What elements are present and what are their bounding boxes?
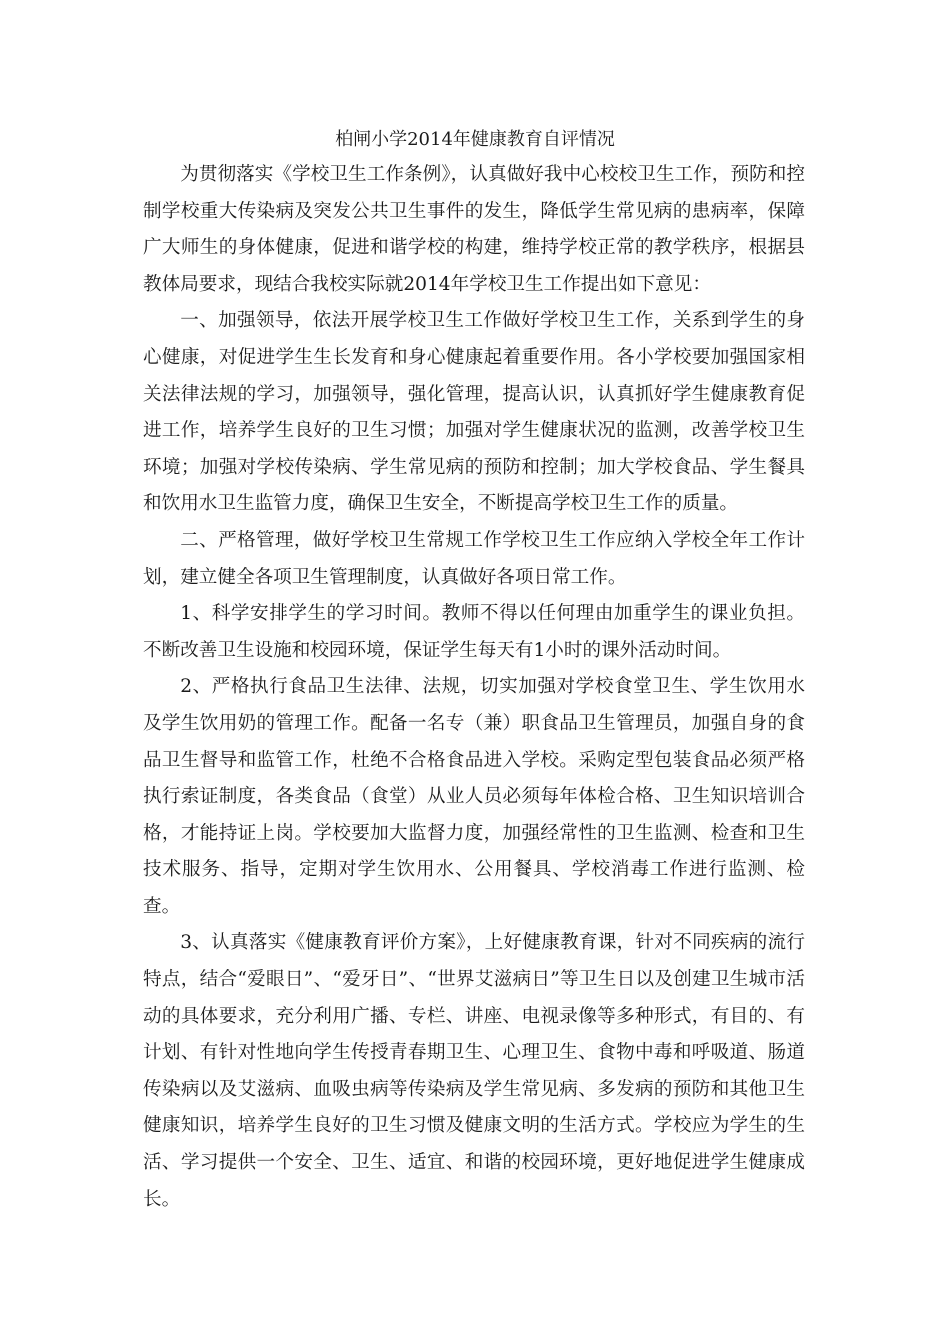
section-2-paragraph: 二、严格管理，做好学校卫生常规工作学校卫生工作应纳入学校全年工作计划，建立健全各项卫生管理制度，认真做好各项日常工作。 [143, 529, 805, 588]
document-title: 柏闸小学2014年健康教育自评情况 [335, 129, 615, 150]
item-2-paragraph: 2、严格执行食品卫生法律、法规，切实加强对学校食堂卫生、学生饮用水及学生饮用奶的管理工作。配备一名专（兼）职食品卫生管理员，加强自身的食品卫生督导和监管工作，杜绝不合格食品进入学校。采购定型包装食品必须严格执行索证制度，各类食品（食堂）从业人员必须每年体检合格、卫生知识培训合格，才能持证上岗。学校要加大监督力度，加强经常性的卫生监测、检查和卫生技术服务、指导，定期对学生饮用水、公用餐具、学校消毒工作进行监测、检查。 [143, 676, 805, 917]
item-3-paragraph: 3、认真落实《健康教育评价方案》，上好健康教育课，针对不同疾病的流行特点，结合“爱眼日”、“爱牙日”、“世界艾滋病日”等卫生日以及创建卫生城市活动的具体要求，充分利用广播、专栏、讲座、电视录像等多种形式，有目的、有计划、有针对性地向学生传授青春期卫生、心理卫生、食物中毒和呼吸道、肠道传染病以及艾滋病、血吸虫病等传染病及学生常见病、多发病的预防和其他卫生健康知识，培养学生良好的卫生习惯及健康文明的生活方式。学校应为学生的生活、学习提供一个安全、卫生、适宜、和谐的校园环境，更好地促进学生健康成长。 [143, 932, 805, 1210]
document-body [143, 157, 805, 1218]
intro-paragraph: 为贯彻落实《学校卫生工作条例》，认真做好我中心校校卫生工作，预防和控制学校重大传染病及突发公共卫生事件的发生，降低学生常见病的患病率，保障广大师生的身体健康，促进和谐学校的构建，维持学校正常的教学秩序，根据县教体局要求，现结合我校实际就2014年学校卫生工作提出如下意见： [143, 164, 805, 295]
section-1-paragraph: 一、加强领导，依法开展学校卫生工作做好学校卫生工作，关系到学生的身心健康，对促进学生生长发育和身心健康起着重要作用。各小学校要加强国家相关法律法规的学习，加强领导，强化管理，提高认识，认真抓好学生健康教育促进工作，培养学生良好的卫生习惯；加强对学生健康状况的监测，改善学校卫生环境；加强对学校传染病、学生常见病的预防和控制；加大学校食品、学生餐具和饮用水卫生监管力度，确保卫生安全，不断提高学校卫生工作的质量。 [143, 310, 805, 515]
item-1-paragraph: 1、科学安排学生的学习时间。教师不得以任何理由加重学生的课业负担。不断改善卫生设施和校园环境，保证学生每天有1小时的课外活动时间。 [143, 603, 805, 661]
